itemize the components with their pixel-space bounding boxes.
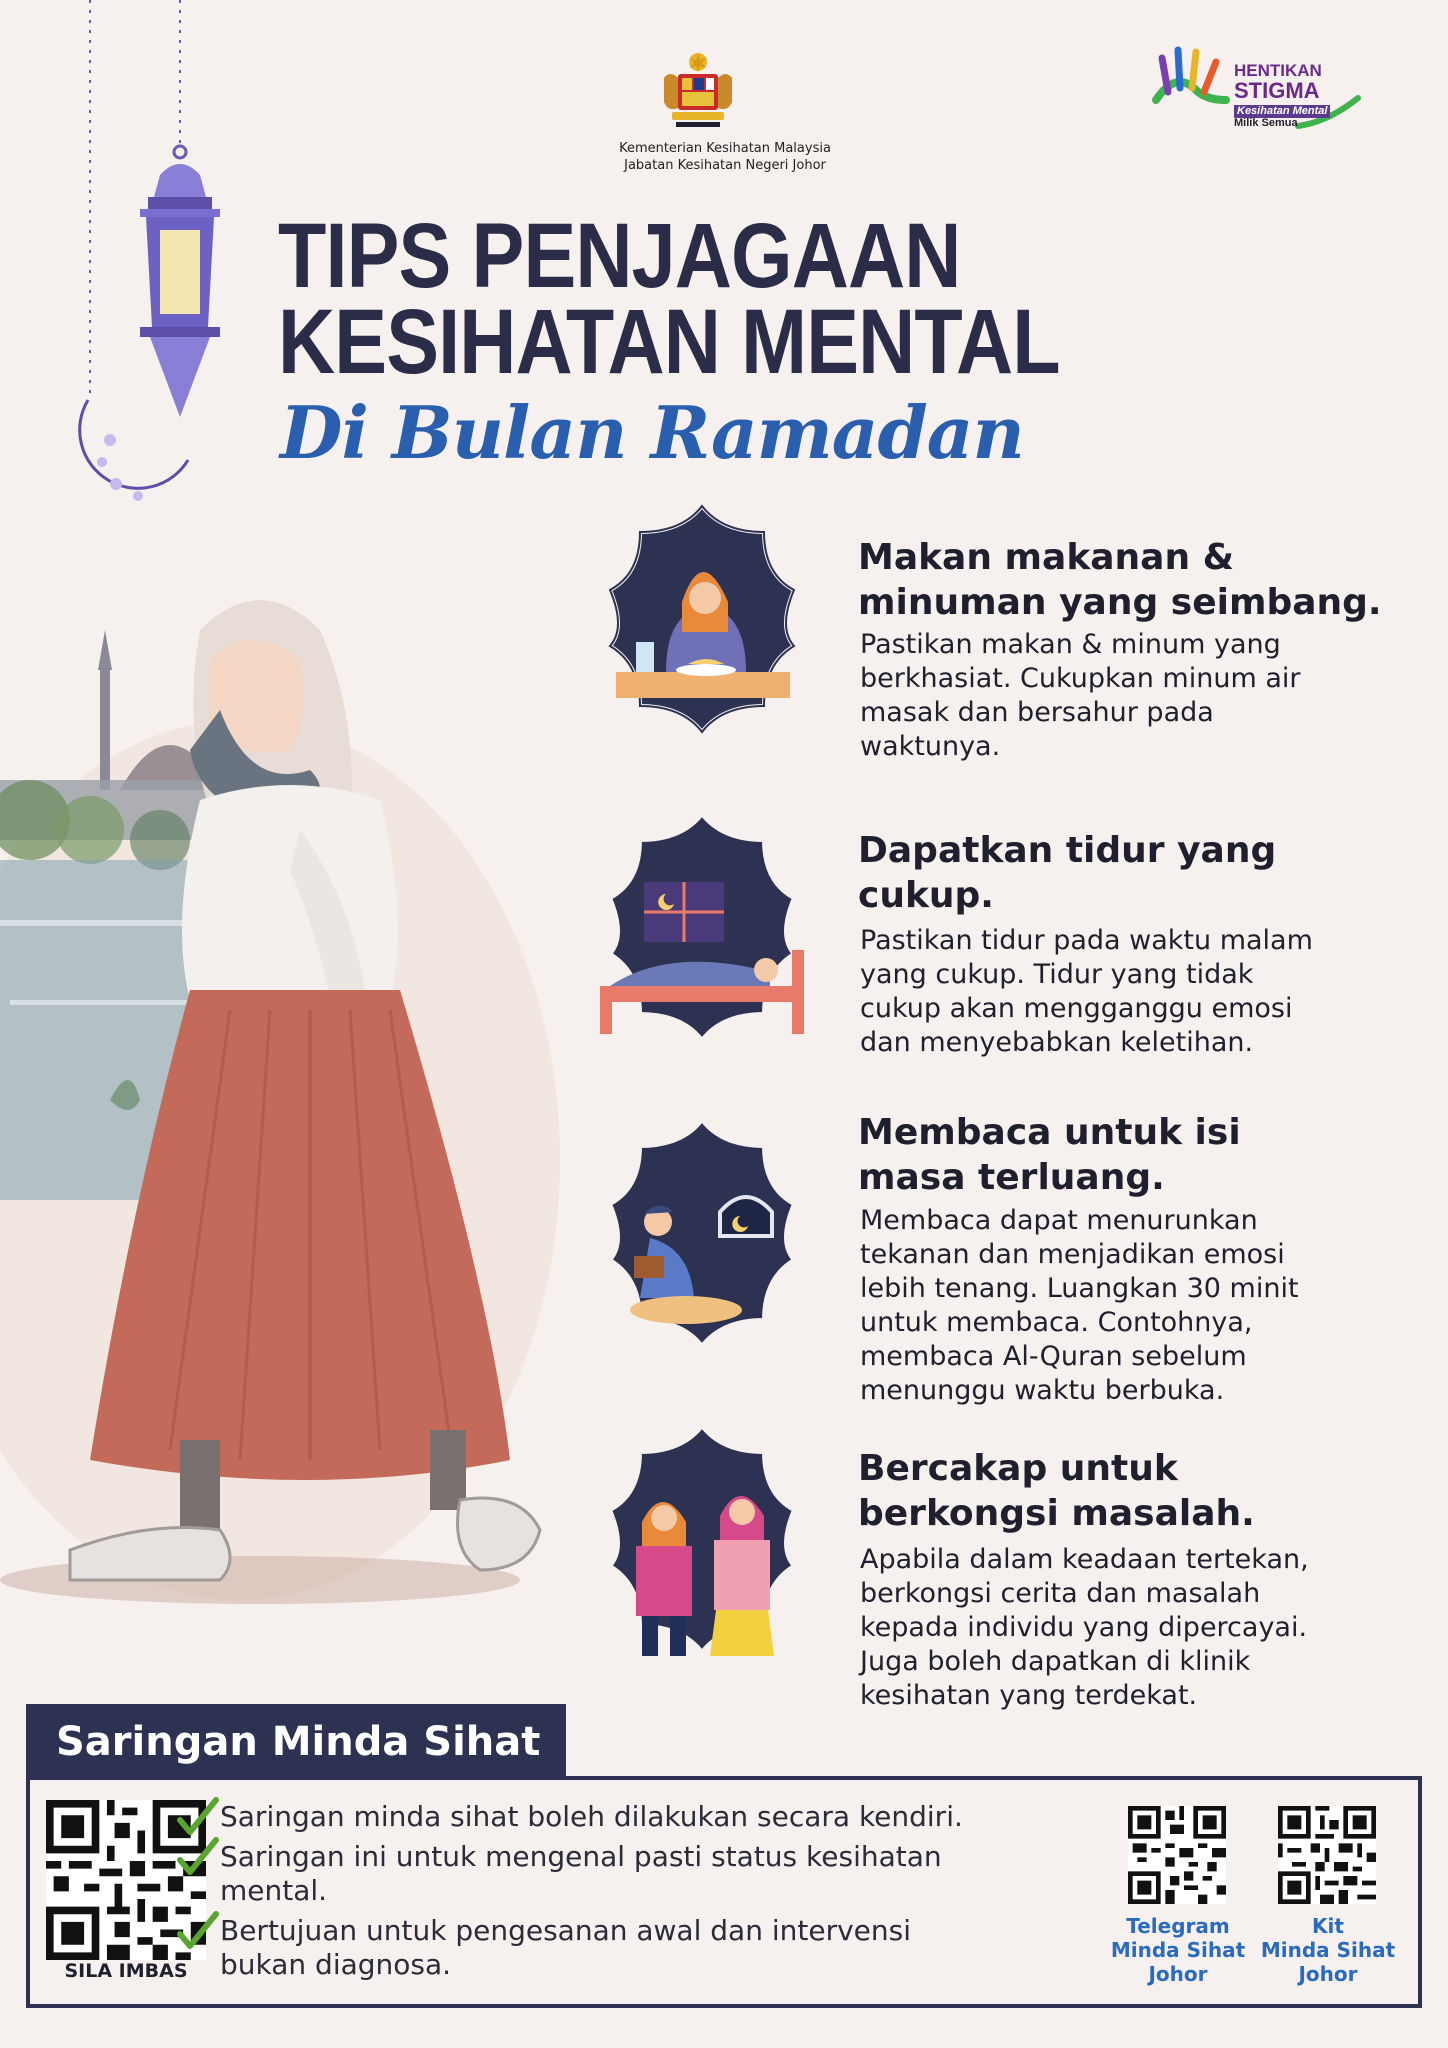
screening-point-2-line-2: mental. — [220, 1874, 328, 1907]
tip-2-title-line-2: cukup. — [858, 875, 994, 916]
screening-point-3 — [220, 1914, 1070, 1982]
tip-1-body-line: berkhasiat. Cukupkan minum air — [860, 663, 1301, 694]
tip-3-body-line: membaca Al-Quran sebelum — [860, 1341, 1247, 1372]
screening-point-3-line-2: bukan diagnosa. — [220, 1948, 452, 1981]
screening-point-3-line-1: Bertujuan untuk pengesanan awal dan intervensi — [220, 1914, 912, 1947]
tip-1-title — [858, 535, 1418, 625]
tip-2-body-line: Pastikan tidur pada waktu malam — [860, 925, 1313, 956]
tip-1-body-line: masak dan bersahur pada — [860, 697, 1214, 728]
tip-3-title-line-1: Membaca untuk isi — [858, 1112, 1241, 1153]
qr-code-telegram-icon[interactable] — [1128, 1806, 1226, 1904]
tip-2-body-line: cukup akan mengganggu emosi — [860, 993, 1293, 1024]
checkmark-icon — [176, 1796, 220, 1840]
screening-point-1-line-1: Saringan minda sihat boleh dilakukan secara kendiri. — [220, 1800, 963, 1833]
qr-kit-caption-line-3: Johor — [1298, 1962, 1358, 1986]
tip-4-body-line: kesihatan yang terdekat. — [860, 1680, 1198, 1711]
tip-4-badge-talking-icon — [570, 1422, 834, 1710]
scan-label: SILA IMBAS — [64, 1960, 188, 1982]
tip-3-title-line-2: masa terluang. — [858, 1157, 1165, 1198]
qr-telegram-caption-line-1: Telegram — [1126, 1914, 1230, 1938]
tip-4-body — [860, 1543, 1420, 1713]
tip-4-title — [858, 1446, 1418, 1536]
tip-2-body — [860, 924, 1420, 1060]
screening-heading: Saringan Minda Sihat — [26, 1704, 566, 1780]
tip-4-title-line-2: berkongsi masalah. — [858, 1493, 1255, 1534]
tip-3-title — [858, 1110, 1418, 1200]
tip-1-body-line: Pastikan makan & minum yang — [860, 629, 1281, 660]
logo-line-4: Milik Semua — [1234, 117, 1298, 129]
tip-2-title — [858, 828, 1418, 918]
tip-1-title-line-1: Makan makanan & — [858, 537, 1235, 578]
ministry-line-2: Jabatan Kesihatan Negeri Johor — [624, 158, 826, 173]
tip-1-badge-eating-icon — [570, 502, 834, 790]
qr-code-kit-icon[interactable] — [1278, 1806, 1376, 1904]
qr-kit-caption-line-2: Minda Sihat — [1260, 1938, 1396, 1962]
tip-3-body-line: Membaca dapat menurunkan — [860, 1205, 1258, 1236]
qr-kit-caption — [1248, 1914, 1408, 1986]
tip-1-title-line-2: minuman yang seimbang. — [858, 582, 1382, 623]
logo-line-1: HENTIKAN — [1234, 61, 1322, 80]
tip-3-body-line: menunggu waktu berbuka. — [860, 1375, 1225, 1406]
qr-telegram-caption-line-2: Minda Sihat — [1110, 1938, 1246, 1962]
tip-3-body-line: lebih tenang. Luangkan 30 minit — [860, 1273, 1299, 1304]
woman-walking-illustration — [0, 540, 580, 1720]
checkmark-icon — [176, 1910, 220, 1954]
ministry-name — [560, 140, 890, 174]
tip-4-body-line: Apabila dalam keadaan tertekan, — [860, 1544, 1309, 1575]
tip-2-body-line: dan menyebabkan keletihan. — [860, 1027, 1254, 1058]
hentikan-stigma-logo-text — [1234, 62, 1330, 129]
tip-2-badge-sleeping-icon — [570, 810, 834, 1098]
tip-3-badge-reading-icon — [570, 1116, 834, 1404]
tip-4-body-line: kepada individu yang dipercayai. — [860, 1612, 1308, 1643]
screening-point-2-line-1: Saringan ini untuk mengenal pasti status kesihatan — [220, 1840, 942, 1873]
qr-telegram-caption — [1098, 1914, 1258, 1986]
checkmark-icon — [176, 1836, 220, 1880]
lantern-crescent-decoration-icon — [40, 0, 240, 520]
logo-line-2: STIGMA — [1234, 78, 1320, 103]
tip-4-body-line: Juga boleh dapatkan di klinik — [860, 1646, 1251, 1677]
logo-line-3: Kesihatan Mental — [1234, 105, 1330, 118]
tip-3-body-line: tekanan dan menjadikan emosi — [860, 1239, 1285, 1270]
tip-1-body — [860, 628, 1420, 764]
tip-4-body-line: berkongsi cerita dan masalah — [860, 1578, 1261, 1609]
title-line-2: KESIHATAN MENTAL — [278, 291, 1060, 393]
qr-telegram-caption-line-3: Johor — [1148, 1962, 1208, 1986]
tip-1-body-line: waktunya. — [860, 731, 1001, 762]
qr-kit-caption-line-1: Kit — [1312, 1914, 1344, 1938]
tip-2-title-line-1: Dapatkan tidur yang — [858, 830, 1277, 871]
tip-3-body-line: untuk membaca. Contohnya, — [860, 1307, 1253, 1338]
ministry-line-1: Kementerian Kesihatan Malaysia — [619, 141, 831, 156]
screening-point-2 — [220, 1840, 1070, 1908]
subtitle: Di Bulan Ramadan — [280, 390, 1024, 475]
tip-2-body-line: yang cukup. Tidur yang tidak — [860, 959, 1254, 990]
title-line-1: TIPS PENJAGAAN — [278, 205, 961, 307]
screening-point-1 — [220, 1800, 1070, 1834]
tip-4-title-line-1: Bercakap untuk — [858, 1448, 1178, 1489]
malaysia-crest-icon — [658, 48, 738, 132]
tip-3-body — [860, 1204, 1420, 1408]
